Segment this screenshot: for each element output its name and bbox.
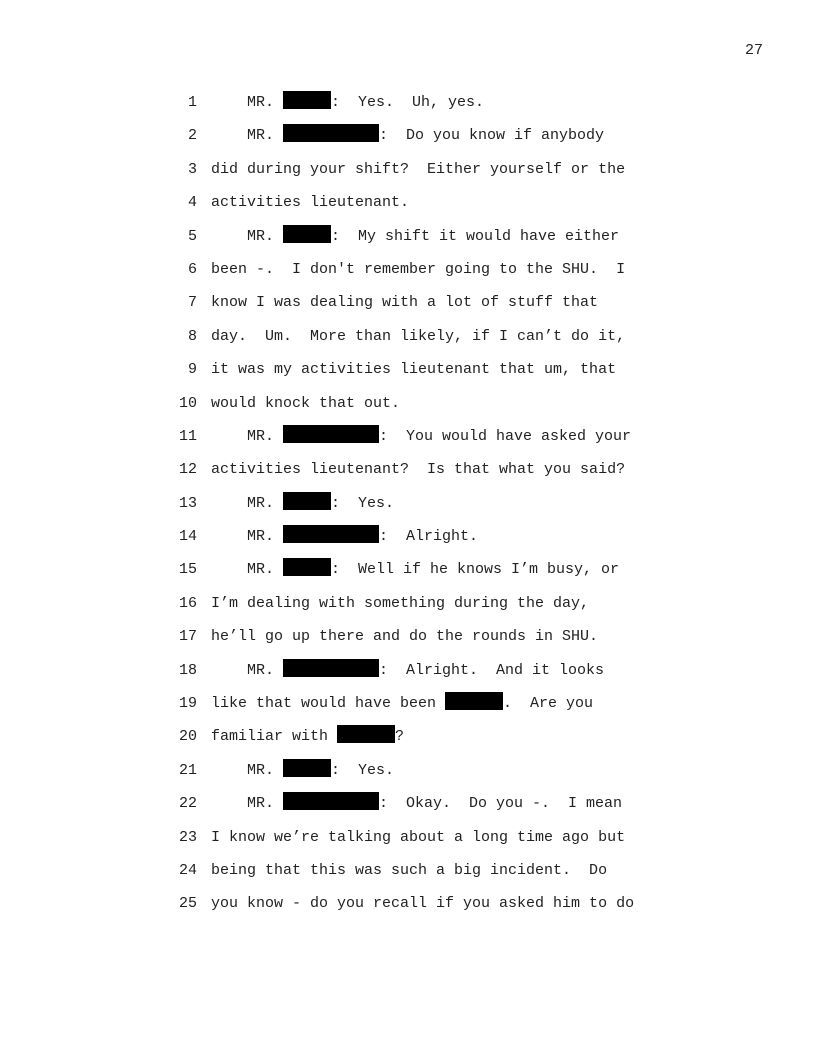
line-number: 13 xyxy=(178,494,197,512)
line-number: 10 xyxy=(178,394,197,412)
line-number: 16 xyxy=(178,594,197,612)
text-segment: day. Um. More than likely, if I can’t do it, xyxy=(211,327,626,345)
text-segment: MR. xyxy=(211,795,284,813)
text-segment: would knock that out. xyxy=(211,394,401,412)
transcript-line xyxy=(0,557,816,590)
page-number: 27 xyxy=(744,42,763,59)
line-text xyxy=(211,891,634,917)
line-number: 7 xyxy=(187,294,197,312)
transcript-line xyxy=(0,724,816,757)
line-text xyxy=(211,557,619,583)
text-segment: : Yes. xyxy=(331,494,395,512)
line-number: 18 xyxy=(178,661,197,679)
line-text xyxy=(211,791,622,817)
text-segment: been -. I don't remember going to the SHU. I xyxy=(211,260,626,278)
transcript-line xyxy=(0,624,816,657)
transcript-line xyxy=(0,524,816,557)
line-number: 11 xyxy=(178,427,197,445)
text-segment: activities lieutenant. xyxy=(211,194,410,212)
transcript-line xyxy=(0,290,816,323)
line-text xyxy=(211,758,394,784)
line-number: 12 xyxy=(178,461,197,479)
line-text xyxy=(211,424,631,450)
line-text xyxy=(211,90,484,116)
transcript-line xyxy=(0,157,816,190)
text-segment: : Alright. And it looks xyxy=(379,661,605,679)
transcript-line xyxy=(0,658,816,691)
text-segment: : Alright. xyxy=(379,528,479,546)
text-segment: he’ll go up there and do the rounds in SHU. xyxy=(211,628,599,646)
line-text xyxy=(211,624,598,650)
line-number: 20 xyxy=(178,728,197,746)
line-number: 2 xyxy=(187,127,197,145)
text-segment: I know we’re talking about a long time ago but xyxy=(211,828,626,846)
transcript-body xyxy=(0,90,816,925)
text-segment: ? xyxy=(395,728,405,746)
line-text xyxy=(211,457,625,483)
text-segment: MR. xyxy=(211,528,284,546)
redaction-box xyxy=(283,525,379,543)
redaction-box xyxy=(283,558,331,576)
text-segment: : Okay. Do you -. I mean xyxy=(379,795,623,813)
line-text xyxy=(211,724,404,750)
text-segment: like that would have been xyxy=(211,695,446,713)
text-segment: activities lieutenant? Is that what you said? xyxy=(211,461,626,479)
line-text xyxy=(211,858,607,884)
redaction-box xyxy=(283,659,379,677)
line-number: 9 xyxy=(187,361,197,379)
text-segment: : Yes. xyxy=(331,761,395,779)
line-text xyxy=(211,691,593,717)
transcript-line xyxy=(0,424,816,457)
line-number: 4 xyxy=(187,194,197,212)
line-text xyxy=(211,190,409,216)
redaction-box xyxy=(337,725,395,743)
line-text xyxy=(211,591,589,617)
line-number: 5 xyxy=(187,227,197,245)
line-number: 19 xyxy=(178,695,197,713)
line-text xyxy=(211,825,625,851)
line-number: 17 xyxy=(178,628,197,646)
transcript-line xyxy=(0,825,816,858)
redaction-box xyxy=(283,124,379,142)
transcript-line xyxy=(0,391,816,424)
text-segment: MR. xyxy=(211,227,284,245)
line-number: 8 xyxy=(187,327,197,345)
line-number: 25 xyxy=(178,895,197,913)
line-text xyxy=(211,357,616,383)
transcript-line xyxy=(0,90,816,123)
line-number: 3 xyxy=(187,160,197,178)
transcript-line xyxy=(0,791,816,824)
line-text xyxy=(211,123,604,149)
text-segment: MR. xyxy=(211,494,284,512)
redaction-box xyxy=(283,91,331,109)
text-segment: you know - do you recall if you asked him to do xyxy=(211,895,635,913)
text-segment: MR. xyxy=(211,561,284,579)
text-segment: MR. xyxy=(211,94,284,111)
transcript-line xyxy=(0,691,816,724)
transcript-line xyxy=(0,491,816,524)
redaction-box xyxy=(283,492,331,510)
text-segment: : You would have asked your xyxy=(379,427,632,445)
line-text xyxy=(211,224,619,250)
redaction-box xyxy=(283,759,331,777)
line-number: 24 xyxy=(178,861,197,879)
line-text xyxy=(211,257,625,283)
redaction-box xyxy=(445,692,503,710)
text-segment: familiar with xyxy=(211,728,338,746)
transcript-line xyxy=(0,891,816,924)
line-number: 1 xyxy=(187,94,197,111)
transcript-line xyxy=(0,591,816,624)
text-segment: : Do you know if anybody xyxy=(379,127,605,145)
line-text xyxy=(211,391,400,417)
text-segment: MR. xyxy=(211,661,284,679)
line-number: 14 xyxy=(178,528,197,546)
transcript-line xyxy=(0,257,816,290)
text-segment: MR. xyxy=(211,761,284,779)
line-number: 21 xyxy=(178,761,197,779)
redaction-box xyxy=(283,792,379,810)
transcript-line xyxy=(0,324,816,357)
transcript-line xyxy=(0,190,816,223)
transcript-line xyxy=(0,457,816,490)
text-segment: . Are you xyxy=(503,695,594,713)
text-segment: MR. xyxy=(211,127,284,145)
line-text xyxy=(211,290,598,316)
redaction-box xyxy=(283,425,379,443)
text-segment: MR. xyxy=(211,427,284,445)
transcript-line xyxy=(0,357,816,390)
text-segment: I’m dealing with something during the day, xyxy=(211,594,590,612)
line-text xyxy=(211,157,625,183)
line-number: 6 xyxy=(187,260,197,278)
line-text xyxy=(211,524,478,550)
line-number: 23 xyxy=(178,828,197,846)
transcript-line xyxy=(0,758,816,791)
line-number: 22 xyxy=(178,795,197,813)
text-segment: being that this was such a big incident. Do xyxy=(211,861,608,879)
line-number: 15 xyxy=(178,561,197,579)
redaction-box xyxy=(283,225,331,243)
text-segment: know I was dealing with a lot of stuff that xyxy=(211,294,599,312)
line-text xyxy=(211,324,625,350)
text-segment: : Yes. Uh, yes. xyxy=(331,94,485,111)
text-segment: : Well if he knows I’m busy, or xyxy=(331,561,620,579)
line-text xyxy=(211,491,394,517)
text-segment: it was my activities lieutenant that um, that xyxy=(211,361,617,379)
line-text xyxy=(211,658,604,684)
transcript-line xyxy=(0,224,816,257)
text-segment: did during your shift? Either yourself or the xyxy=(211,160,626,178)
transcript-line xyxy=(0,123,816,156)
transcript-line xyxy=(0,858,816,891)
text-segment: : My shift it would have either xyxy=(331,227,620,245)
